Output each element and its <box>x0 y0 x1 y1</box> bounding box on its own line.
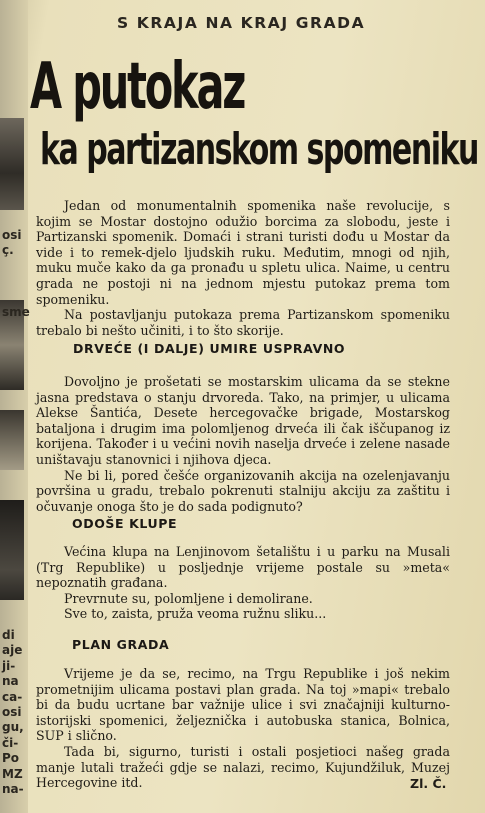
fragment-line: na- <box>2 782 24 797</box>
fragment-line: osi <box>2 228 22 242</box>
fragment-line: ji- <box>2 658 16 673</box>
intro-text <box>36 198 450 338</box>
subheading: PLAN GRADA <box>72 637 170 652</box>
adjacent-column-text-lower <box>2 628 26 797</box>
paragraph: Sve to, zaista, pruža veoma ružnu sliku... <box>64 606 327 622</box>
fragment-line: na <box>2 674 19 689</box>
subheading: DRVEĆE (I DALJE) UMIRE USPRAVNO <box>73 341 346 356</box>
adjacent-photo <box>0 500 24 600</box>
fragment-line <box>2 259 26 274</box>
fragment-line: di <box>2 628 15 642</box>
paragraph: Većina klupa na Lenjinovom šetalištu i u parku na Musali (Trg Republike) u posljednje vrijeme postale su »meta« nepoznatih građana. <box>36 544 450 591</box>
section-text <box>36 374 450 514</box>
paragraph: Ne bi li, pored češće organizovanih akcija na ozelenjavanju površina u gradu, trebalo pokrenuti stalniju akciju za zaštitu i očuvanje onoga što je do sada podignuto? <box>36 467 450 514</box>
subheading: ODOŠE KLUPE <box>72 516 178 531</box>
paragraph: Jedan od monumentalnih spomenika naše revolucije, s kojim se Mostar dostojno odužio borcima za slobodu, jeste i Partizanski spomenik. Domaći i strani turisti dođu u Mostar da vide i to remek-djelo ljudskih ruku. Međutim, mnogi od njih, muku muče kako da ga pronađu u spletu ulica. Naime, u centru grada ne postoji ni na jednom mjestu putokaz prema tom spomeniku. <box>36 198 450 307</box>
section-text <box>36 666 450 791</box>
fragment-line: gu, <box>2 720 24 735</box>
headline-line-2: ka partizanskom spomeniku <box>40 124 478 175</box>
fragment-line: Po <box>2 751 20 766</box>
paragraph: Vrijeme je da se, recimo, na Trgu Republike i još nekim prometnijim ulicama postavi plan grada. Na toj »mapi« trebalo bi da budu ucrtane bar važnije ulice i svi značajniji kulturno-istorijski spomenici, željeznička i autobuska stanica, Bolnica, SUP i slično. <box>36 666 450 744</box>
fragment-line <box>2 274 26 289</box>
section-kicker: S KRAJA NA KRAJ GRADA <box>117 14 366 32</box>
author-signature: Zl. Č. <box>410 776 447 791</box>
fragment-line: sme <box>2 305 30 320</box>
fragment-line: ca- <box>2 689 23 704</box>
fragment-line <box>2 290 26 305</box>
fragment-line: aje <box>2 643 23 658</box>
adjacent-photo <box>0 118 24 210</box>
adjacent-column-text-upper <box>2 228 30 320</box>
paragraph: Prevrnute su, polomljene i demolirane. <box>64 590 313 606</box>
fragment-line: ç. <box>2 243 14 258</box>
headline-line-1: A putokaz <box>30 50 245 124</box>
fragment-line: osi <box>2 705 22 720</box>
fragment-line: MZ <box>2 766 23 781</box>
section-text <box>36 544 450 622</box>
fragment-line: či- <box>2 735 19 750</box>
paragraph: Na postavljanju putokaza prema Partizanskom spomeniku trebalo bi nešto učiniti, i to što skorije. <box>36 307 450 338</box>
paragraph: Tada bi, sigurno, turisti i ostali posjetioci našeg grada manje lutali tražeći gdje se nalazi, recimo, Kujundžiluk, Muzej Hercegovine itd. <box>36 743 450 791</box>
paragraph: Dovoljno je prošetati se mostarskim ulicama da se stekne jasna predstava o stanju drvoreda. Tako, na primjer, u ulicama Alekse Šantića, Desete hercegovačke brigade, Mostarskog bataljona i drugim ima polomljenog drveća ili čak iščupanog iz korijena. Također i u većini novih naselja drveće i zelene nasade uništavaju stanovnici i njihova djeca. <box>36 374 450 467</box>
adjacent-photo <box>0 410 24 470</box>
